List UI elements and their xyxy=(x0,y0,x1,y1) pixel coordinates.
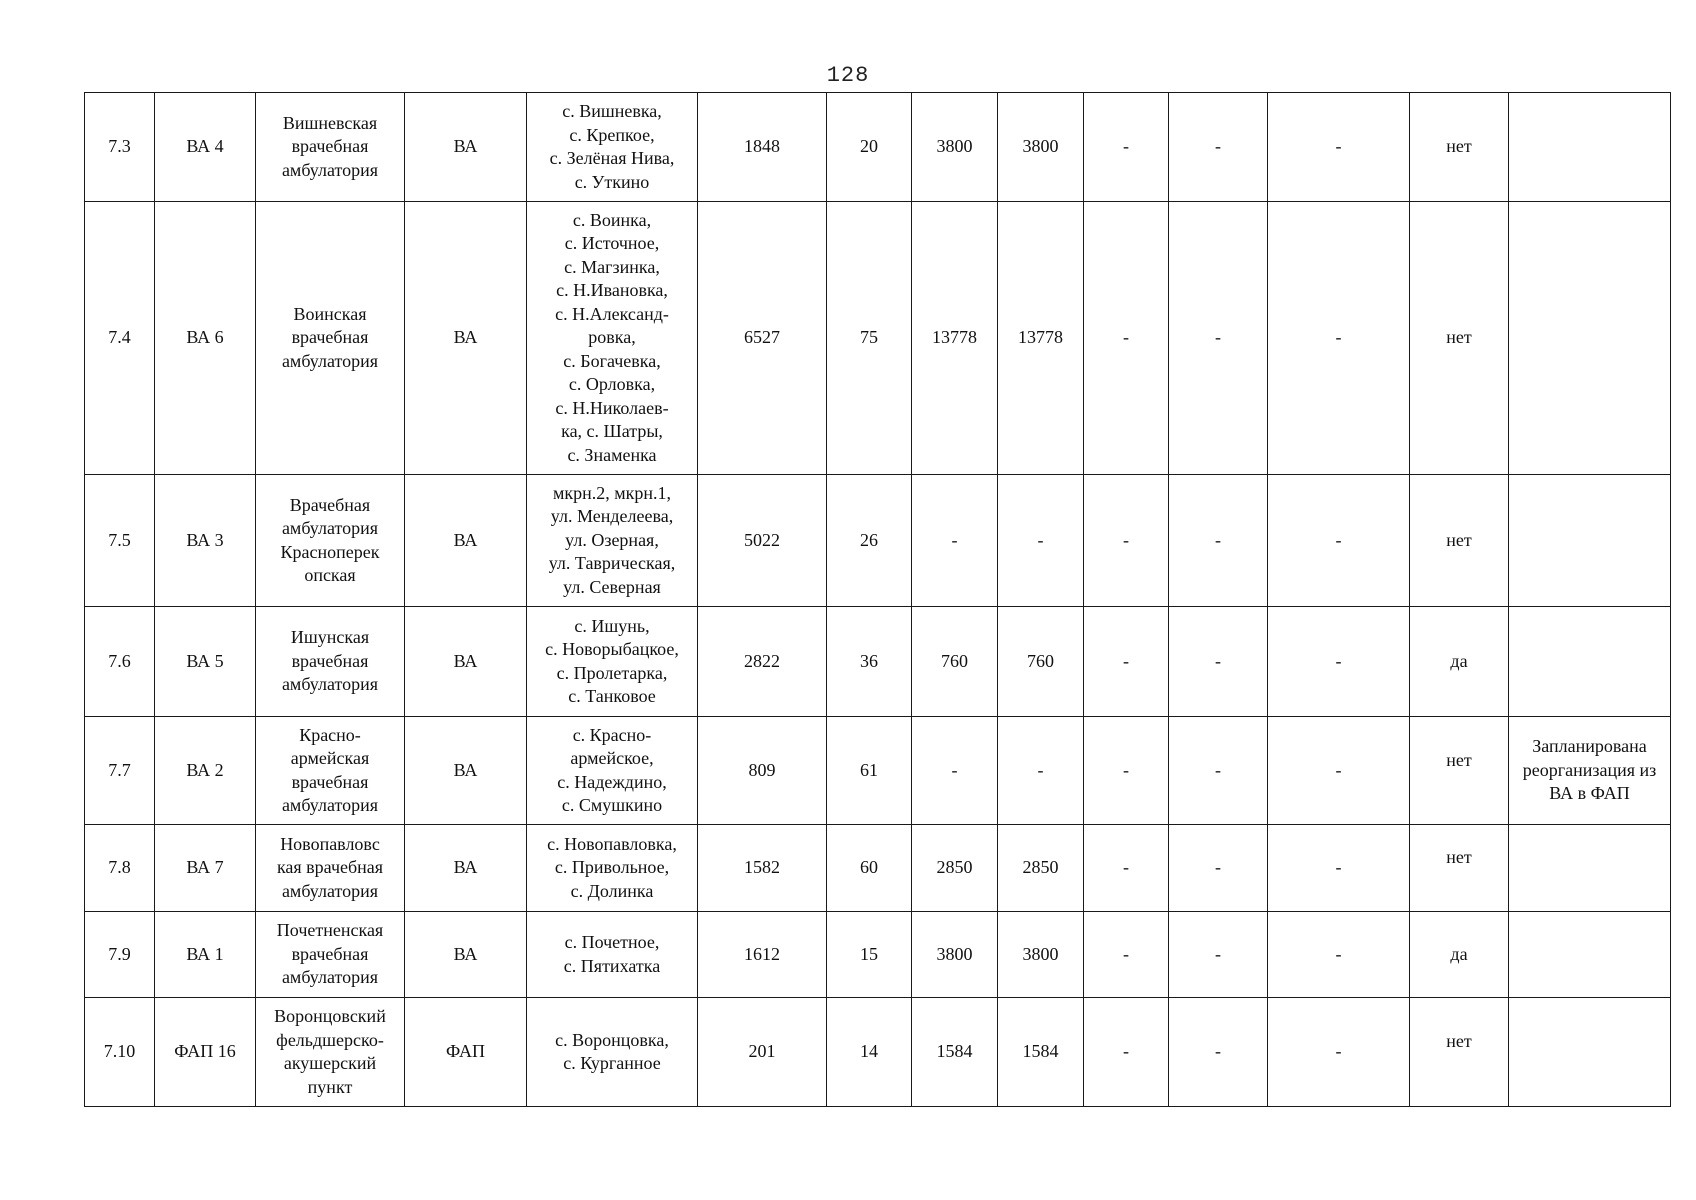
note-cell xyxy=(1509,825,1671,912)
value-cell-8 xyxy=(912,607,998,717)
facility-name-cell xyxy=(256,93,405,202)
facility-code-cell-text: ВА 4 xyxy=(186,136,224,157)
settlements-cell xyxy=(527,607,698,717)
population-cell-text: 6527 xyxy=(744,327,780,348)
value-cell-8 xyxy=(912,475,998,607)
note-cell xyxy=(1509,202,1671,475)
note-cell-line: ВА в ФАП xyxy=(1549,783,1630,804)
facility-name-cell-line: фельдшерско- xyxy=(276,1029,384,1050)
value-cell-10-text: - xyxy=(1123,529,1129,550)
row-number-cell xyxy=(85,717,155,825)
value-cell-10-text: - xyxy=(1123,943,1129,964)
settlements-cell-line: с. Воинка, xyxy=(572,209,652,230)
settlements-cell-line: с. Курганное xyxy=(563,1053,661,1073)
settlements-cell-line: с. Красно- xyxy=(572,724,652,745)
value-cell-9 xyxy=(998,825,1084,912)
value-cell-10 xyxy=(1084,825,1169,912)
facility-name-cell xyxy=(256,717,405,825)
facility-code-cell xyxy=(155,998,256,1107)
value-cell-7 xyxy=(827,998,912,1107)
population-cell-text: 1612 xyxy=(744,943,780,964)
value-cell-11-text: - xyxy=(1215,1041,1221,1062)
value-cell-11 xyxy=(1169,825,1268,912)
settlements-cell-line: с. Н.Николаев- xyxy=(555,397,669,418)
value-cell-11 xyxy=(1169,912,1268,998)
facility-type-cell-text: ВА xyxy=(453,759,478,780)
population-cell-text: 5022 xyxy=(744,529,780,550)
row-number-cell xyxy=(85,93,155,202)
facility-type-cell-text: ВА xyxy=(453,943,478,964)
value-cell-11 xyxy=(1169,475,1268,607)
value-cell-11 xyxy=(1169,202,1268,475)
settlements-cell-line: с. Магзинка, xyxy=(564,256,660,277)
settlements-cell xyxy=(527,202,698,475)
value-cell-10 xyxy=(1084,912,1169,998)
settlements-cell-line: с. Новопавловка, xyxy=(547,833,677,854)
facility-name-cell xyxy=(256,202,405,475)
facility-name-cell-line: врачебная xyxy=(291,136,369,157)
value-cell-11-text: - xyxy=(1215,327,1221,348)
row-number-cell xyxy=(85,607,155,717)
settlements-cell xyxy=(527,717,698,825)
facility-code-cell xyxy=(155,825,256,912)
value-cell-7-text: 61 xyxy=(860,759,878,780)
facility-name-cell-line: Ишунская xyxy=(290,627,370,648)
settlements-cell-line: ул. Озерная, xyxy=(565,529,659,550)
status-cell xyxy=(1410,202,1509,475)
facility-type-cell xyxy=(405,607,527,717)
value-cell-11-text: - xyxy=(1215,857,1221,878)
facility-type-cell-text: ВА xyxy=(453,857,478,878)
value-cell-11 xyxy=(1169,998,1268,1107)
value-cell-12-text: - xyxy=(1335,327,1342,348)
status-cell-text: нет xyxy=(1446,529,1472,550)
settlements-cell-line: с. Почетное, xyxy=(564,932,660,952)
settlements-cell-line: с. Смушкино xyxy=(561,795,663,815)
settlements-cell-line: с. Вишневка, xyxy=(562,101,662,121)
settlements-cell-line: армейское, xyxy=(570,748,654,768)
value-cell-10-text: - xyxy=(1123,327,1129,348)
value-cell-9 xyxy=(998,93,1084,202)
population-cell xyxy=(698,717,827,825)
value-cell-9 xyxy=(998,202,1084,475)
facility-name-cell-line: амбулатория xyxy=(281,350,379,371)
settlements-cell xyxy=(527,825,698,912)
value-cell-9-text: - xyxy=(1037,759,1044,780)
settlements-cell-line: с. Ишунь, xyxy=(574,615,650,636)
value-cell-12 xyxy=(1268,825,1410,912)
facility-code-cell-text: ФАП 16 xyxy=(174,1041,236,1062)
facility-name-cell xyxy=(256,998,405,1107)
value-cell-9-text: 760 xyxy=(1027,650,1054,671)
status-cell xyxy=(1410,607,1509,717)
settlements-cell-line: ул. Северная xyxy=(563,576,661,597)
facility-name-cell xyxy=(256,475,405,607)
settlements-cell-line: с. Крепкое, xyxy=(569,124,655,145)
value-cell-12-text: - xyxy=(1335,529,1342,550)
value-cell-10 xyxy=(1084,93,1169,202)
status-cell-text: да xyxy=(1450,650,1468,671)
facility-name-cell-line: кая врачебная xyxy=(276,857,384,878)
facility-name-cell-line: Почетненская xyxy=(276,920,384,941)
facility-code-cell-text: ВА 1 xyxy=(186,943,224,964)
facility-name-cell-line: Красно- xyxy=(299,724,361,745)
value-cell-7-text: 26 xyxy=(860,529,878,550)
facility-name-cell-line: Красноперек xyxy=(280,541,380,562)
value-cell-10 xyxy=(1084,998,1169,1107)
table-body xyxy=(85,93,1671,1107)
value-cell-8-text: - xyxy=(951,759,958,780)
facility-name-cell-line: амбулатория xyxy=(281,880,379,901)
settlements-cell-line: с. Н.Ивановка, xyxy=(556,280,668,301)
facility-name-cell-line: Вишневская xyxy=(282,112,378,133)
status-cell-text: да xyxy=(1450,943,1468,964)
row-number-cell-text: 7.9 xyxy=(108,943,131,964)
facility-name-cell-line: пункт xyxy=(307,1076,353,1097)
value-cell-12 xyxy=(1268,93,1410,202)
settlements-cell-line: с. Источное, xyxy=(564,233,660,254)
value-cell-8-text: 1584 xyxy=(936,1041,973,1062)
facility-type-cell xyxy=(405,717,527,825)
value-cell-7 xyxy=(827,607,912,717)
value-cell-12 xyxy=(1268,202,1410,475)
facility-name-cell-line: армейская xyxy=(290,748,370,768)
value-cell-9 xyxy=(998,998,1084,1107)
value-cell-7 xyxy=(827,717,912,825)
value-cell-8 xyxy=(912,202,998,475)
status-cell xyxy=(1410,717,1509,825)
status-cell xyxy=(1410,93,1509,202)
settlements-cell-line: с. Надеждино, xyxy=(557,771,667,792)
value-cell-8 xyxy=(912,912,998,998)
settlements-cell-line: с. Богачевка, xyxy=(563,350,661,371)
status-cell-text: нет xyxy=(1446,136,1472,157)
note-cell xyxy=(1509,717,1671,825)
settlements-cell-line: с. Воронцовка, xyxy=(555,1029,669,1050)
value-cell-8-text: 13778 xyxy=(932,327,977,348)
facility-code-cell xyxy=(155,607,256,717)
value-cell-7-text: 36 xyxy=(860,650,878,671)
value-cell-12-text: - xyxy=(1335,857,1342,878)
facility-type-cell-text: ФАП xyxy=(445,1041,486,1062)
table-row xyxy=(85,93,1671,202)
value-cell-12 xyxy=(1268,998,1410,1107)
value-cell-11-text: - xyxy=(1215,759,1221,780)
value-cell-7 xyxy=(827,912,912,998)
row-number-cell xyxy=(85,825,155,912)
value-cell-10 xyxy=(1084,607,1169,717)
settlements-cell-line: мкрн.2, мкрн.1, xyxy=(552,482,672,503)
settlements-cell xyxy=(527,998,698,1107)
value-cell-11 xyxy=(1169,607,1268,717)
value-cell-9-text: - xyxy=(1037,529,1044,550)
settlements-cell-line: с. Привольное, xyxy=(554,857,670,878)
facility-name-cell-line: амбулатория xyxy=(281,967,379,988)
population-cell xyxy=(698,202,827,475)
table-row xyxy=(85,825,1671,912)
value-cell-8-text: 3800 xyxy=(936,943,973,964)
facility-name-cell-line: Воинская xyxy=(293,303,367,324)
facility-name-cell-line: амбулатория xyxy=(281,795,379,815)
status-cell xyxy=(1410,475,1509,607)
value-cell-12-text: - xyxy=(1335,136,1342,157)
value-cell-7 xyxy=(827,93,912,202)
value-cell-9-text: 13778 xyxy=(1018,327,1063,348)
facility-name-cell-line: врачебная xyxy=(291,771,369,792)
facility-name-cell-line: врачебная xyxy=(291,327,369,348)
facility-type-cell xyxy=(405,93,527,202)
facility-name-cell-line: врачебная xyxy=(291,943,369,964)
value-cell-11-text: - xyxy=(1215,943,1221,964)
settlements-cell-line: с. Новорыбацкое, xyxy=(545,639,679,659)
population-cell-text: 1848 xyxy=(744,136,780,157)
table-row xyxy=(85,717,1671,825)
facility-type-cell-text: ВА xyxy=(453,327,478,348)
row-number-cell-text: 7.10 xyxy=(103,1041,136,1062)
note-cell xyxy=(1509,475,1671,607)
table-row xyxy=(85,607,1671,717)
value-cell-9-text: 2850 xyxy=(1022,857,1059,878)
facility-type-cell-text: ВА xyxy=(453,650,478,671)
facility-type-cell xyxy=(405,202,527,475)
value-cell-12 xyxy=(1268,475,1410,607)
facility-name-cell xyxy=(256,607,405,717)
facility-code-cell xyxy=(155,93,256,202)
settlements-cell-line: с. Долинка xyxy=(570,880,654,901)
value-cell-10 xyxy=(1084,717,1169,825)
value-cell-12 xyxy=(1268,607,1410,717)
settlements-cell-line: ул. Менделеева, xyxy=(550,506,674,527)
population-cell xyxy=(698,607,827,717)
row-number-cell-text: 7.3 xyxy=(108,136,131,157)
value-cell-10-text: - xyxy=(1123,650,1129,671)
value-cell-11-text: - xyxy=(1215,529,1221,550)
value-cell-11-text: - xyxy=(1215,136,1221,157)
value-cell-11-text: - xyxy=(1215,650,1221,671)
note-cell xyxy=(1509,607,1671,717)
facility-name-cell-line: амбулатория xyxy=(281,159,379,180)
facility-type-cell xyxy=(405,998,527,1107)
population-cell xyxy=(698,998,827,1107)
note-cell xyxy=(1509,998,1671,1107)
value-cell-9 xyxy=(998,475,1084,607)
value-cell-12-text: - xyxy=(1335,650,1342,671)
row-number-cell-text: 7.8 xyxy=(108,857,131,878)
value-cell-10 xyxy=(1084,475,1169,607)
settlements-cell-line: ка, с. Шатры, xyxy=(561,421,663,442)
value-cell-9-text: 1584 xyxy=(1022,1041,1059,1062)
settlements-cell-line: с. Пятихатка xyxy=(563,955,661,976)
facility-code-cell-text: ВА 7 xyxy=(186,857,224,878)
facility-code-cell-text: ВА 3 xyxy=(186,529,224,550)
facility-code-cell-text: ВА 5 xyxy=(186,650,224,671)
settlements-cell-line: с. Н.Александ- xyxy=(555,303,669,324)
value-cell-12-text: - xyxy=(1335,943,1342,964)
note-cell xyxy=(1509,912,1671,998)
value-cell-8 xyxy=(912,93,998,202)
value-cell-10-text: - xyxy=(1123,136,1129,157)
value-cell-12-text: - xyxy=(1335,759,1342,780)
row-number-cell xyxy=(85,202,155,475)
row-number-cell xyxy=(85,912,155,998)
table-row xyxy=(85,475,1671,607)
value-cell-10-text: - xyxy=(1123,1041,1129,1062)
row-number-cell-text: 7.6 xyxy=(108,650,131,671)
value-cell-11 xyxy=(1169,717,1268,825)
facility-type-cell-text: ВА xyxy=(453,529,478,550)
value-cell-8-text: 760 xyxy=(941,650,968,671)
facility-name-cell-line: опская xyxy=(304,565,356,585)
facility-name-cell-line: Врачебная xyxy=(289,494,371,515)
value-cell-7 xyxy=(827,825,912,912)
value-cell-8 xyxy=(912,998,998,1107)
note-cell-line: Запланирована xyxy=(1532,736,1647,757)
facility-name-cell-line: Новопавловс xyxy=(280,833,380,854)
value-cell-8 xyxy=(912,717,998,825)
value-cell-7-text: 15 xyxy=(860,943,878,964)
population-cell-text: 2822 xyxy=(744,650,780,671)
table-row xyxy=(85,202,1671,475)
status-cell-text: нет xyxy=(1446,847,1472,868)
population-cell xyxy=(698,912,827,998)
value-cell-12 xyxy=(1268,912,1410,998)
facility-code-cell xyxy=(155,912,256,998)
value-cell-8-text: 3800 xyxy=(936,136,973,157)
value-cell-8-text: - xyxy=(951,529,958,550)
facility-name-cell-line: акушерский xyxy=(283,1053,377,1073)
value-cell-7 xyxy=(827,475,912,607)
value-cell-12 xyxy=(1268,717,1410,825)
settlements-cell xyxy=(527,912,698,998)
population-cell-text: 809 xyxy=(748,759,776,780)
facility-name-cell-line: амбулатория xyxy=(281,674,379,695)
settlements-cell xyxy=(527,93,698,202)
population-cell xyxy=(698,475,827,607)
value-cell-12-text: - xyxy=(1335,1041,1342,1062)
facility-name-cell xyxy=(256,825,405,912)
row-number-cell xyxy=(85,475,155,607)
row-number-cell-text: 7.4 xyxy=(108,327,131,348)
value-cell-7-text: 14 xyxy=(860,1041,878,1062)
value-cell-7-text: 75 xyxy=(860,327,878,348)
facility-code-cell xyxy=(155,202,256,475)
settlements-cell xyxy=(527,475,698,607)
value-cell-9-text: 3800 xyxy=(1022,943,1059,964)
value-cell-9-text: 3800 xyxy=(1022,136,1059,157)
value-cell-8 xyxy=(912,825,998,912)
note-cell-line: реорганизация из xyxy=(1522,759,1657,780)
value-cell-9 xyxy=(998,607,1084,717)
facility-code-cell xyxy=(155,717,256,825)
population-cell xyxy=(698,93,827,202)
value-cell-8-text: 2850 xyxy=(936,857,973,878)
status-cell-text: нет xyxy=(1446,1031,1472,1052)
value-cell-7-text: 20 xyxy=(860,136,878,157)
facility-name-cell xyxy=(256,912,405,998)
facility-type-cell xyxy=(405,825,527,912)
facility-table xyxy=(84,92,1671,1107)
facility-type-cell xyxy=(405,475,527,607)
value-cell-9 xyxy=(998,912,1084,998)
page-number: 128 xyxy=(826,63,870,88)
value-cell-9 xyxy=(998,717,1084,825)
settlements-cell-line: с. Знаменка xyxy=(567,444,657,465)
value-cell-11 xyxy=(1169,93,1268,202)
status-cell-text: нет xyxy=(1446,327,1472,348)
facility-code-cell-text: ВА 6 xyxy=(186,327,224,348)
settlements-cell-line: с. Орловка, xyxy=(568,374,656,395)
value-cell-10 xyxy=(1084,202,1169,475)
table-row xyxy=(85,912,1671,998)
value-cell-10-text: - xyxy=(1123,759,1129,780)
facility-name-cell-line: амбулатория xyxy=(281,518,379,538)
facility-table-wrapper xyxy=(84,92,1670,1107)
row-number-cell xyxy=(85,998,155,1107)
settlements-cell-line: ровка, xyxy=(588,327,636,348)
facility-code-cell xyxy=(155,475,256,607)
facility-name-cell-line: Воронцовский xyxy=(274,1006,386,1026)
population-cell xyxy=(698,825,827,912)
population-cell-text: 201 xyxy=(748,1041,776,1062)
row-number-cell-text: 7.5 xyxy=(108,529,131,550)
facility-type-cell xyxy=(405,912,527,998)
table-row xyxy=(85,998,1671,1107)
status-cell xyxy=(1410,912,1509,998)
settlements-cell-line: с. Уткино xyxy=(574,171,650,192)
status-cell xyxy=(1410,998,1509,1107)
facility-name-cell-line: врачебная xyxy=(291,650,369,671)
status-cell-text: нет xyxy=(1446,749,1472,770)
note-cell xyxy=(1509,93,1671,202)
population-cell-text: 1582 xyxy=(744,857,780,878)
settlements-cell-line: ул. Таврическая, xyxy=(548,553,676,574)
value-cell-7-text: 60 xyxy=(860,857,878,878)
settlements-cell-line: с. Пролетарка, xyxy=(556,662,668,683)
status-cell xyxy=(1410,825,1509,912)
value-cell-7 xyxy=(827,202,912,475)
facility-code-cell-text: ВА 2 xyxy=(186,759,224,780)
value-cell-10-text: - xyxy=(1123,857,1129,878)
row-number-cell-text: 7.7 xyxy=(108,759,131,780)
settlements-cell-line: с. Танковое xyxy=(568,686,656,706)
facility-type-cell-text: ВА xyxy=(453,136,478,157)
settlements-cell-line: с. Зелёная Нива, xyxy=(549,148,675,168)
